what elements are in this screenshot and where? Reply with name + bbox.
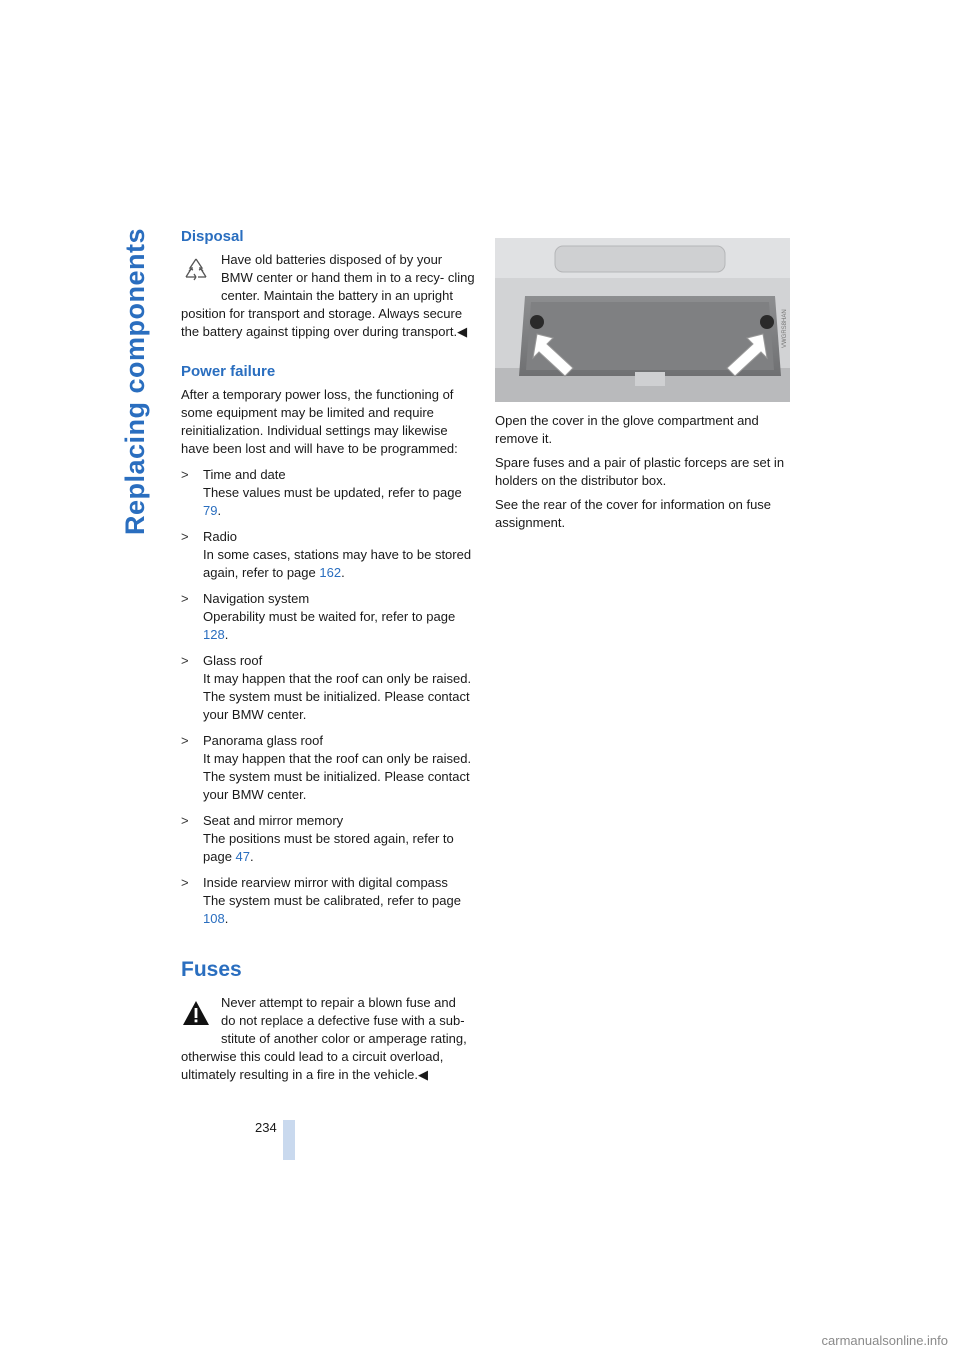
power-failure-list	[181, 466, 477, 928]
item-title: Navigation system	[203, 591, 310, 606]
bullet-mark: >	[181, 875, 189, 890]
item-text: It may happen that the roof can only be raised. The system must be initialized. Please contact your BMW center.	[203, 751, 472, 802]
disposal-note	[181, 251, 477, 341]
footer-watermark: carmanualsonline.info	[821, 1333, 948, 1348]
item-title: Panorama glass roof	[203, 733, 323, 748]
disposal-section	[181, 228, 477, 341]
fuses-text	[181, 994, 477, 1084]
item-title: Seat and mirror memory	[203, 813, 344, 828]
item-text: The positions must be stored again, refer to page	[203, 831, 454, 864]
bullet-mark: >	[181, 733, 189, 748]
fuses-section	[181, 958, 477, 1084]
power-failure-item	[181, 812, 477, 866]
disposal-line2: BMW center or hand them in to a recy-	[221, 270, 445, 285]
item-title: Inside rearview mirror with digital compass	[203, 875, 448, 890]
glove-compartment-photo	[495, 238, 790, 402]
page-link[interactable]: 162	[319, 565, 342, 580]
photo-illustration	[495, 238, 790, 402]
bullet-mark: >	[181, 591, 189, 606]
fuses-rest: stitute of another color or amperage rating, otherwise this could lead to a circuit overload, ultimately resulting in a fire in the vehicle.	[181, 1031, 467, 1082]
page-link[interactable]: 79	[203, 503, 218, 518]
item-title: Glass roof	[203, 653, 263, 668]
power-failure-item	[181, 652, 477, 724]
power-failure-item	[181, 590, 477, 644]
item-text: These values must be updated, refer to page	[203, 485, 462, 500]
page-link[interactable]: 47	[235, 849, 251, 864]
item-text: It may happen that the roof can only be raised. The system must be initialized. Please contact your BMW center.	[203, 671, 472, 722]
fuses-line1: Never attempt to repair a blown fuse and	[221, 995, 456, 1010]
power-failure-heading: Power failure	[181, 363, 276, 380]
fuses-heading: Fuses	[181, 958, 242, 981]
fuses-line2: do not replace a defective fuse with a sub-	[221, 1013, 465, 1028]
item-title: Time and date	[203, 467, 286, 482]
right-para-3: See the rear of the cover for information on fuse assignment.	[495, 497, 772, 530]
item-title: Radio	[203, 529, 237, 544]
disposal-rest: cling center. Maintain the battery in an upright position for transport and storage. Always secure the battery against tipping over during transport.	[181, 270, 475, 339]
chapter-side-title: Replacing components	[120, 228, 150, 536]
power-failure-item	[181, 528, 477, 582]
bullet-mark: >	[181, 813, 189, 828]
right-para-2: Spare fuses and a pair of plastic forceps are set in holders on the distributor box.	[495, 455, 785, 488]
disposal-text	[181, 251, 477, 341]
power-failure-item	[181, 874, 477, 928]
left-column	[181, 228, 477, 1084]
item-suffix: .	[217, 503, 222, 518]
item-text: In some cases, stations may have to be stored again, refer to page	[203, 547, 472, 580]
bullet-mark: >	[181, 653, 189, 668]
power-failure-section	[181, 363, 477, 928]
warning-triangle-icon	[181, 998, 211, 1028]
item-text: The system must be calibrated, refer to page	[203, 893, 461, 908]
bullet-mark: >	[181, 529, 189, 544]
item-text: Operability must be waited for, refer to page	[203, 609, 456, 624]
end-mark: ◀	[418, 1067, 429, 1082]
power-failure-item	[181, 732, 477, 804]
page-link[interactable]: 108	[203, 911, 225, 926]
item-suffix: .	[341, 565, 345, 580]
power-failure-intro: After a temporary power loss, the functioning of some equipment may be limited and require reinitialization. Individual settings may likewise have been lost and will have to be programmed:	[181, 387, 458, 456]
item-suffix: .	[224, 911, 229, 926]
page-number: 234	[255, 1120, 277, 1135]
page-link[interactable]: 128	[203, 627, 225, 642]
recycle-icon	[181, 255, 211, 285]
photo-code: VWGRS8HAN	[782, 309, 788, 348]
item-suffix: .	[250, 849, 254, 864]
right-column	[495, 238, 790, 532]
page-number-bar	[283, 1120, 295, 1160]
disposal-line1: Have old batteries disposed of by your	[221, 252, 443, 267]
bullet-mark: >	[181, 467, 189, 482]
right-para-1: Open the cover in the glove compartment and remove it.	[495, 413, 759, 446]
fuses-note	[181, 994, 477, 1084]
disposal-heading: Disposal	[181, 228, 244, 245]
end-mark: ◀	[457, 324, 468, 339]
item-suffix: .	[224, 627, 229, 642]
power-failure-item	[181, 466, 477, 520]
